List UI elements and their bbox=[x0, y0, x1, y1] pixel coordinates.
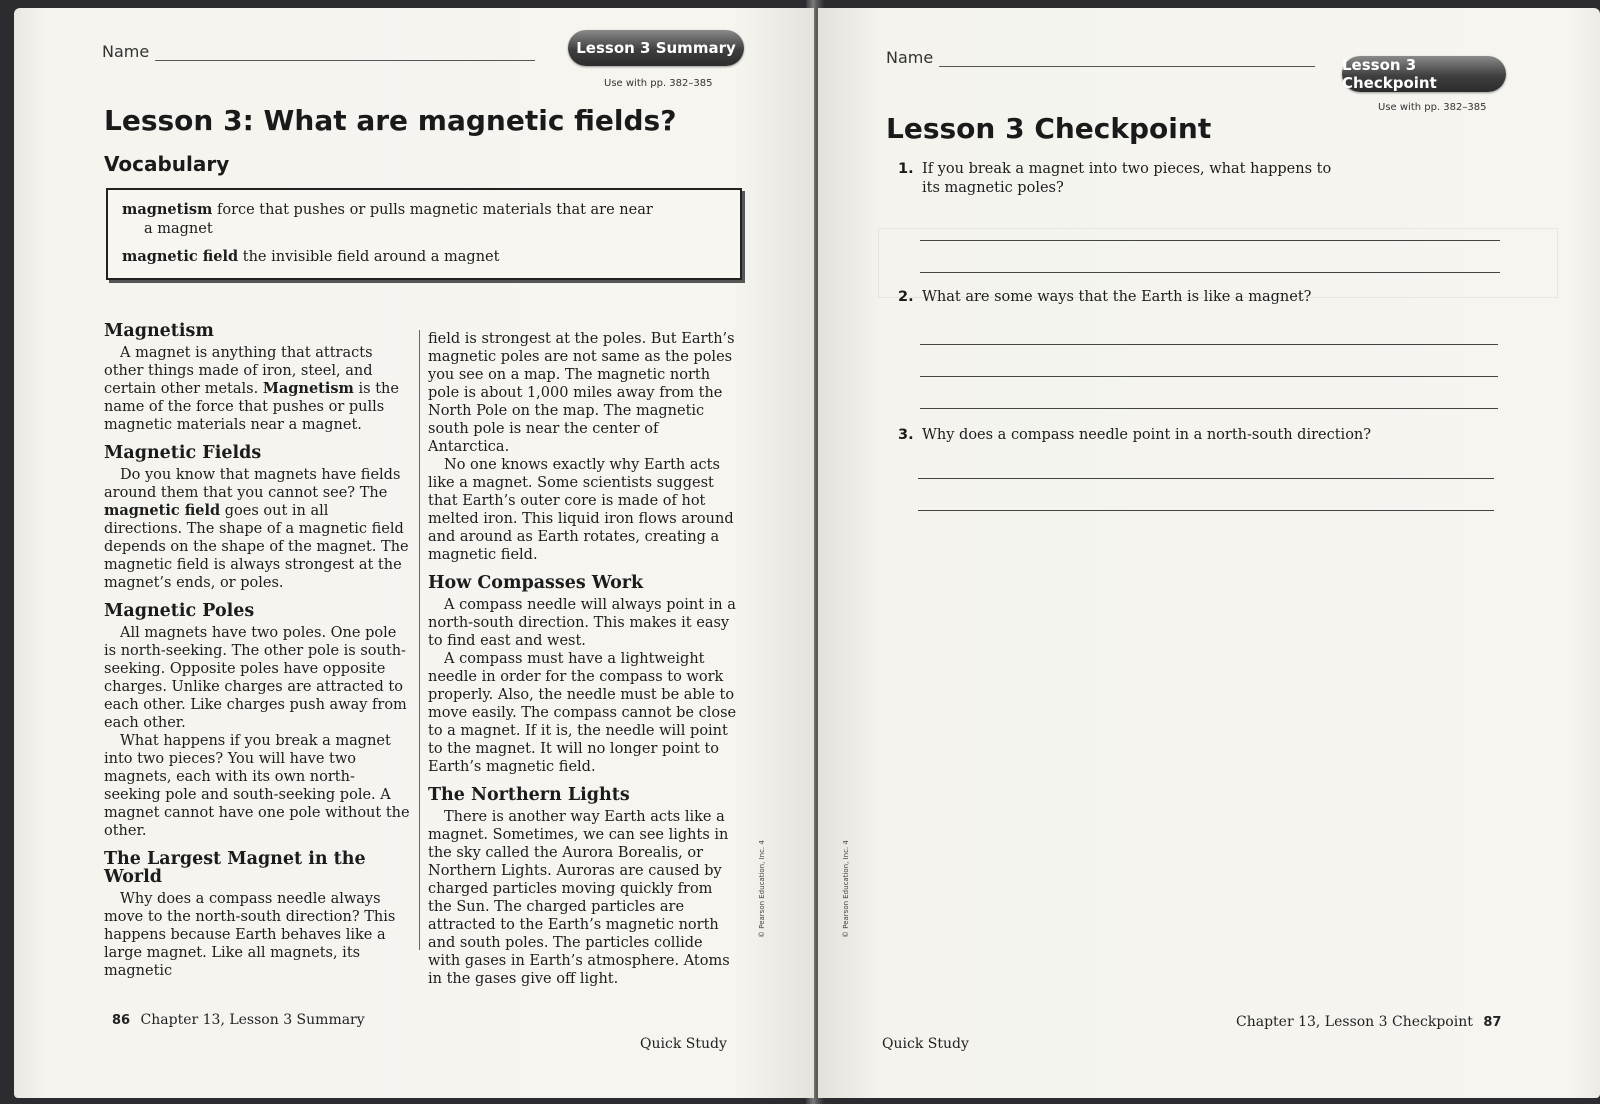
section-heading-magnetic-fields: Magnetic Fields bbox=[104, 443, 262, 463]
question-3 bbox=[898, 426, 1498, 445]
footer-chapter: Chapter 13, Lesson 3 Summary bbox=[140, 1012, 365, 1028]
footer-book-title: Quick Study bbox=[640, 1036, 727, 1052]
paragraph: There is another way Earth acts like a magnet. Sometimes, we can see lights in the sky called the Aurora Borealis, or Northern Lights. Auroras are caused by charged particles moving quickly from the Sun. The charged particles are attracted to the Earth’s magnetic north and south poles. The particles collide with gases in Earth’s atmosphere. Atoms in the gases give off light. bbox=[428, 809, 730, 987]
page-title: Lesson 3 Checkpoint bbox=[886, 112, 1212, 145]
answer-line[interactable] bbox=[920, 376, 1498, 377]
summary-column-1 bbox=[104, 322, 410, 980]
page-footer bbox=[1236, 1014, 1507, 1030]
name-line[interactable] bbox=[939, 66, 1315, 67]
name-line[interactable] bbox=[155, 60, 535, 61]
summary-column-2 bbox=[428, 330, 738, 988]
paragraph: A magnet is anything that attracts other things made of iron, steel, and certain other metals. Magnetism is the name of the force that pushes or pulls magnetic materials near a magnet. bbox=[104, 345, 399, 433]
copyright-notice: © Pearson Education, Inc. 4 bbox=[842, 840, 850, 938]
use-with-note: Use with pp. 382–385 bbox=[604, 78, 713, 89]
vocabulary-heading: Vocabulary bbox=[104, 152, 230, 176]
footer-book-title: Quick Study bbox=[882, 1036, 969, 1052]
answer-line[interactable] bbox=[920, 272, 1500, 273]
paragraph: What happens if you break a magnet into two pieces? You will have two magnets, each with its own north-seeking pole and south-seeking pole. A magnet cannot have one pole without the other. bbox=[104, 733, 410, 839]
lesson-summary-tab: Lesson 3 Summary bbox=[568, 30, 744, 66]
vocab-entry bbox=[122, 247, 726, 267]
section-heading-largest-magnet: The Largest Magnet in the World bbox=[104, 849, 366, 887]
left-page bbox=[14, 8, 814, 1098]
paragraph: A compass needle will always point in a north-south direction. This makes it easy to find east and west. bbox=[428, 597, 736, 649]
name-field bbox=[102, 42, 535, 61]
answer-line[interactable] bbox=[920, 408, 1498, 409]
paragraph: Do you know that magnets have fields around them that you cannot see? The magnetic field goes out in all directions. The shape of a magnetic field depends on the shape of the magnet. The magnetic field is always strongest at the magnet’s ends, or poles. bbox=[104, 467, 409, 591]
page-number: 86 bbox=[112, 1013, 131, 1028]
question-number: 1. bbox=[898, 161, 914, 177]
paragraph: Why does a compass needle always move to the north-south direction? This happens because Earth behaves like a large magnet. Like all magnets, its magnetic bbox=[104, 891, 396, 979]
answer-line[interactable] bbox=[920, 344, 1498, 345]
vocab-term: magnetism bbox=[122, 201, 213, 218]
question-2 bbox=[898, 288, 1498, 307]
section-heading-compasses: How Compasses Work bbox=[428, 573, 644, 593]
question-text: If you break a magnet into two pieces, what happens to its magnetic poles? bbox=[922, 161, 1332, 196]
question-1 bbox=[898, 160, 1338, 198]
vocabulary-box bbox=[106, 188, 742, 280]
answer-line[interactable] bbox=[918, 478, 1494, 479]
vocab-entry bbox=[122, 200, 726, 220]
copyright-notice: © Pearson Education, Inc. 4 bbox=[758, 840, 766, 938]
name-field bbox=[886, 48, 1315, 67]
question-number: 2. bbox=[898, 289, 914, 305]
name-label: Name bbox=[102, 42, 150, 61]
question-number: 3. bbox=[898, 427, 914, 443]
answer-line[interactable] bbox=[918, 510, 1494, 511]
section-heading-magnetic-poles: Magnetic Poles bbox=[104, 601, 255, 621]
question-text: Why does a compass needle point in a north-south direction? bbox=[922, 427, 1372, 443]
page-footer bbox=[106, 1012, 365, 1028]
footer-chapter: Chapter 13, Lesson 3 Checkpoint bbox=[1236, 1014, 1473, 1030]
column-divider bbox=[419, 330, 420, 950]
vocab-definition: the invisible field around a magnet bbox=[242, 249, 500, 265]
question-text: What are some ways that the Earth is like a magnet? bbox=[922, 289, 1312, 305]
paragraph: field is strongest at the poles. But Earth’s magnetic poles are not same as the poles you see on a map. The magnetic north pole is about 1,000 miles away from the North Pole on the map. The magnetic south pole is near the center of Antarctica. bbox=[428, 331, 735, 455]
page-title: Lesson 3: What are magnetic fields? bbox=[104, 104, 677, 137]
vocab-term: magnetic field bbox=[122, 248, 239, 265]
page-number: 87 bbox=[1483, 1015, 1502, 1030]
name-label: Name bbox=[886, 48, 934, 67]
right-page bbox=[818, 8, 1600, 1098]
section-heading-magnetism: Magnetism bbox=[104, 321, 214, 341]
paragraph: All magnets have two poles. One pole is north-seeking. The other pole is south-seeking. Opposite poles have opposite charges. Unlike charges are attracted to each other. Like charges push away from each other. bbox=[104, 625, 407, 731]
paragraph: No one knows exactly why Earth acts like a magnet. Some scientists suggest that Earth’s outer core is made of hot melted iron. This liquid iron flows around and around as Earth rotates, creating a magnetic field. bbox=[428, 457, 734, 563]
paragraph: A compass must have a lightweight needle in order for the compass to work properly. Also, the needle must be able to move easily. The compass cannot be close to a magnet. If it is, the needle will point to the magnet. It will no longer point to Earth’s magnetic field. bbox=[428, 651, 737, 775]
vocab-definition-cont: a magnet bbox=[144, 221, 213, 237]
use-with-note: Use with pp. 382–385 bbox=[1378, 102, 1487, 113]
answer-line[interactable] bbox=[920, 240, 1500, 241]
lesson-checkpoint-tab: Lesson 3 Checkpoint bbox=[1342, 56, 1506, 92]
vocab-definition: force that pushes or pulls magnetic materials that are near bbox=[216, 202, 653, 218]
section-heading-northern-lights: The Northern Lights bbox=[428, 785, 630, 805]
